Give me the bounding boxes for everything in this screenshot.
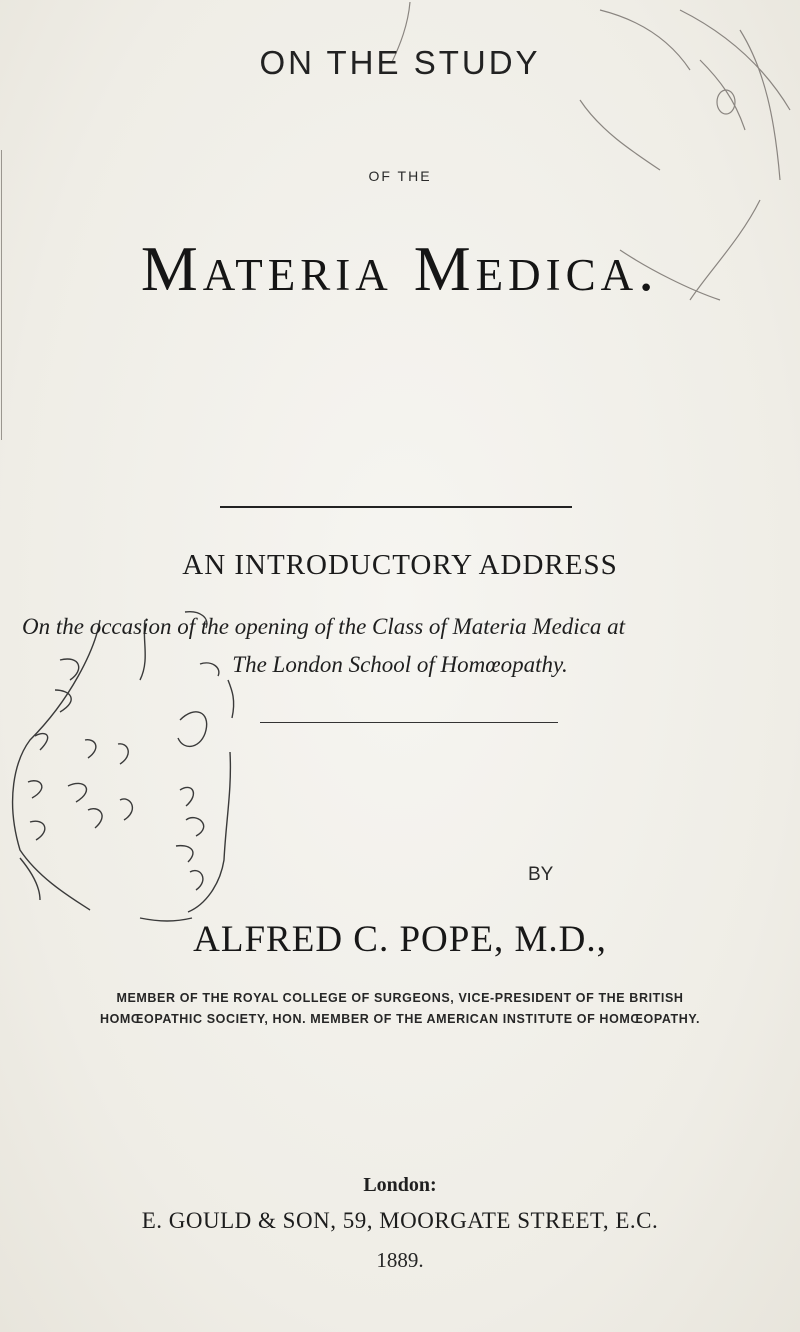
by-label: BY bbox=[528, 864, 554, 885]
publication-place: London: bbox=[363, 1174, 437, 1196]
occasion-line-2: The London School of Homœopathy. bbox=[232, 652, 568, 677]
main-title: Materia Medica. bbox=[140, 233, 660, 304]
publication-year: 1889. bbox=[376, 1248, 424, 1272]
heading-on-the-study: ON THE STUDY bbox=[259, 44, 541, 81]
short-rule bbox=[260, 722, 558, 723]
publisher: E. GOULD & SON, 59, MOORGATE STREET, E.C. bbox=[141, 1208, 659, 1233]
heading-of-the: OF THE bbox=[368, 168, 432, 184]
horizontal-rule bbox=[220, 506, 572, 508]
subtitle: AN INTRODUCTORY ADDRESS bbox=[182, 549, 618, 581]
occasion-line-1: On the occasion of the opening of the Class of Materia Medica at bbox=[22, 614, 626, 639]
author-credentials: MEMBER OF THE ROYAL COLLEGE OF SURGEONS, VICE-PRESIDENT OF THE BRITISH HOMŒOPATHIC SOCIETY, HON. MEMBER OF THE AMERICAN INSTITUTE OF HOMŒOPATHY. bbox=[99, 991, 701, 1026]
author-name: ALFRED C. POPE, M.D., bbox=[193, 919, 607, 960]
